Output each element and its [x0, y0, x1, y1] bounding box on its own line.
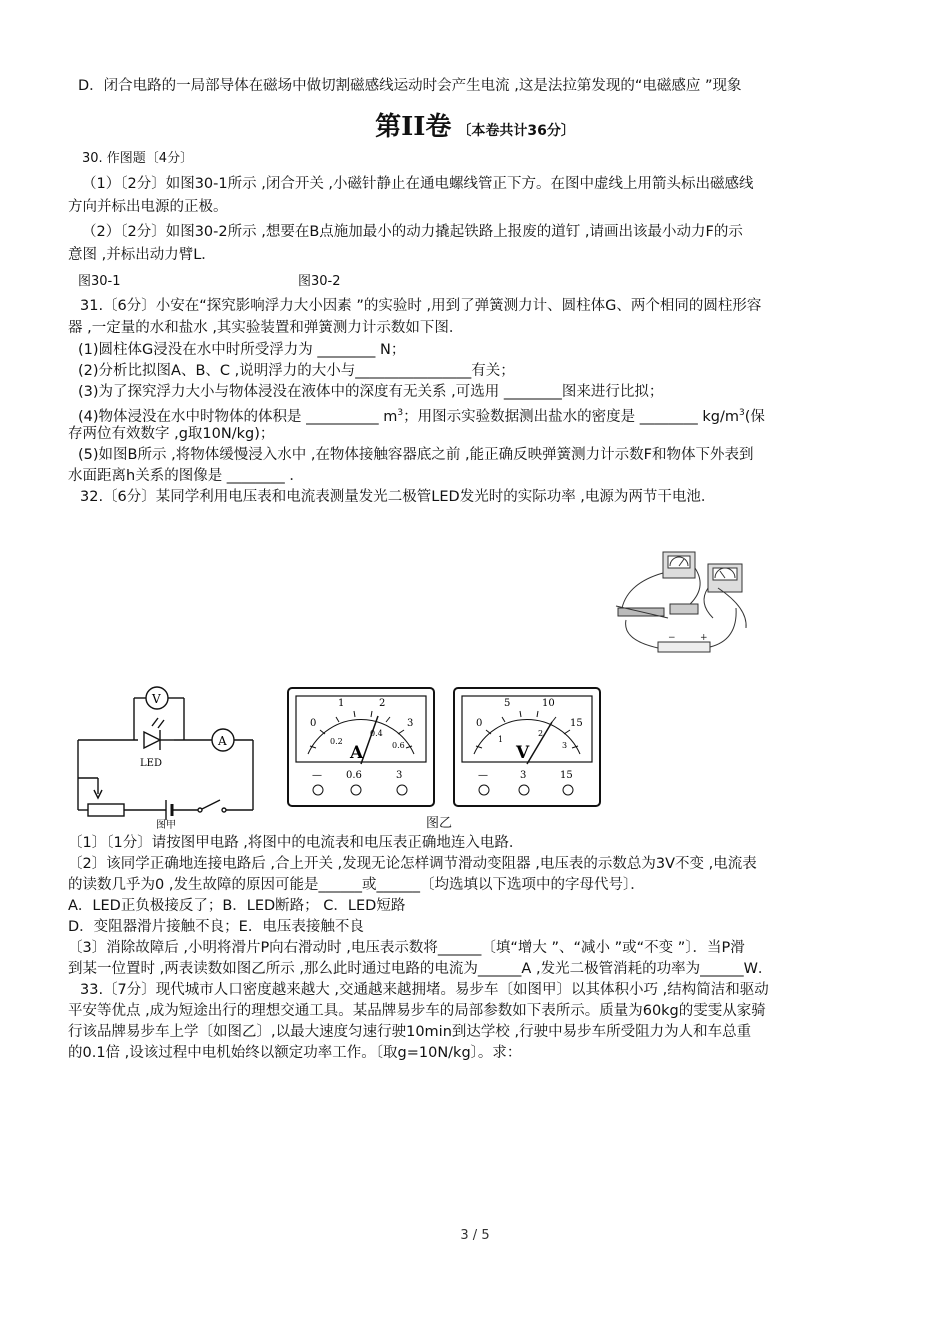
q32-options-2: D．变阻器滑片接触不良；E．电压表接触不良: [68, 919, 364, 935]
ammeter-bottom-3: 0.6: [392, 741, 405, 750]
voltmeter-top-5: 5: [504, 698, 511, 709]
q31-item-1: (1)圆柱体G浸没在水中时所受浮力为 ________ N；: [78, 342, 406, 358]
fig-30-2-caption: 图30-2: [298, 274, 341, 289]
q33-line-d: 的0.1倍 ,设该过程中电机始终以额定功率工作。〔取g=10N/kg〕。求：: [68, 1045, 522, 1061]
q32-item-3-line-b: 到某一位置时 ,两表读数如图乙所示 ,那么此时通过电路的电流为______A ,发光二极管消耗的功率为______W．: [68, 961, 773, 977]
circuit-setup-photo: [608, 548, 754, 660]
voltmeter-bottom-1: 1: [498, 735, 504, 744]
q32-item-2-line-a: 〔2〕该同学正确地连接电路后 ,合上开关 ,发现无论怎样调节滑动变阻器 ,电压表的示数总为3V不变 ,电流表: [68, 856, 757, 872]
q32-item-3-line-a: 〔3〕消除故障后 ,小明将滑片P向右滑动时 ,电压表示数将______〔填“增大 ”、“减小 ”或“不变 ”〕．当P滑: [68, 940, 745, 956]
ammeter-terminal-3: 3: [396, 770, 403, 781]
ammeter-letter: A: [350, 743, 364, 763]
section-title-sub: 〔本卷共计36分〕: [457, 123, 575, 139]
ammeter-top-2: 2: [379, 698, 386, 709]
sup-3-b: 3: [738, 408, 745, 418]
fig-30-1-caption: 图30-1: [78, 274, 121, 289]
q33-line-c: 行该品牌易步车上学〔如图乙〕,以最大速度匀速行驶10min到达学校 ,行驶中易步车所受阻力为人和车总重: [68, 1024, 752, 1040]
ammeter-symbol: A: [218, 734, 227, 748]
q33-line-b: 平安等优点 ,成为短途出行的理想交通工具。某品牌易步车的局部参数如下表所示。质量为60kg的雯雯从家骑: [68, 1003, 766, 1019]
q31-line-b: 器 ,一定量的水和盐水 ,其实验装置和弹簧测力计示数如下图．: [68, 320, 464, 336]
q31-item-5-line-b: 水面距离h关系的图像是 ________ ．: [68, 468, 304, 484]
q31-line-a: 31.〔6分〕小安在“探究影响浮力大小因素 ”的实验时 ,用到了弹簧测力计、圆柱体G、两个相同的圆柱形容: [80, 298, 762, 314]
q30-2-line-b: 意图 ,并标出动力臂L．: [68, 247, 216, 263]
ammeter-bottom-2: 0.4: [370, 729, 383, 738]
section-title: [0, 106, 950, 143]
voltmeter-top-0: 0: [476, 718, 483, 729]
ammeter-top-3: 3: [407, 718, 414, 729]
q31-item-2: (2)分析比拟图A、B、C ,说明浮力的大小与________________有关；: [78, 363, 515, 379]
ammeter-top-1: 1: [338, 698, 345, 709]
section-title-main: 第II卷: [375, 112, 452, 142]
voltmeter-top-10: 10: [542, 698, 555, 709]
voltmeter-terminal-15: 15: [560, 770, 573, 781]
ammeter-bottom-1: 0.2: [330, 737, 343, 746]
voltmeter-bottom-2: 2: [538, 729, 544, 738]
q30-1-line-a: （1）〔2分〕如图30-1所示 ,闭合开关 ,小磁针静止在通电螺线管正下方。在图中虚线上用箭头标出磁感线: [82, 176, 754, 192]
ammeter-dial: [286, 686, 436, 808]
ammeter-terminal-minus: —: [312, 770, 322, 781]
q31-4-pre: (4)物体浸没在水中时物体的体积是 __________ m: [78, 408, 398, 425]
fig-jia-caption: 图甲: [156, 820, 176, 830]
voltmeter-letter: V: [516, 743, 530, 763]
voltmeter-symbol: V: [152, 692, 161, 706]
q32-line: 32.〔6分〕某同学利用电压表和电流表测量发光二极管LED发光时的实际功率 ,电源为两节干电池．: [80, 489, 716, 505]
voltmeter-dial: [452, 686, 602, 808]
voltmeter-top-15: 15: [570, 718, 583, 729]
ammeter-terminal-06: 0.6: [346, 770, 362, 781]
q31-item-3: (3)为了探究浮力大小与物体浸没在液体中的深度有无关系 ,可选用 ________图来进行比拟；: [78, 384, 664, 400]
voltmeter-bottom-3: 3: [562, 741, 568, 750]
q31-item-5-line-a: (5)如图B所示 ,将物体缓慢浸入水中 ,在物体接触容器底之前 ,能正确反映弹簧测力计示数F和物体下外表到: [78, 447, 754, 463]
voltmeter-terminal-3: 3: [520, 770, 527, 781]
q32-options-1: A．LED正负极接反了；B．LED断路； C．LED短路: [68, 898, 406, 914]
option-d-line: D．闭合电路的一局部导体在磁场中做切割磁感线运动时会产生电流 ,这是法拉第发现的“电磁感应 ”现象: [78, 78, 742, 94]
ammeter-top-0: 0: [310, 718, 317, 729]
sup-3-a: 3: [397, 408, 404, 418]
fig-yi-caption: 图乙: [426, 816, 453, 831]
led-label: LED: [140, 758, 162, 769]
svg-text:−: −: [668, 633, 676, 643]
q30-1-line-b: 方向并标出电源的正极。: [68, 199, 228, 215]
q32-item-1: 〔1〕〔1分〕请按图甲电路 ,将图中的电流表和电压表正确地连入电路．: [68, 835, 524, 851]
page-number: 3 / 5: [460, 1228, 490, 1243]
q30-heading: 30. 作图题〔4分〕: [82, 151, 194, 166]
q31-4-post: (保: [744, 408, 765, 425]
svg-text:+: +: [700, 633, 708, 643]
q33-line-a: 33.〔7分〕现代城市人口密度越来越大 ,交通越来越拥堵。易步车〔如图甲〕以其体积小巧 ,结构简洁和驱动: [80, 982, 769, 998]
q30-2-line-a: （2）〔2分〕如图30-2所示 ,想要在B点施加最小的动力撬起铁路上报废的道钉 ,请画出该最小动力F的示: [82, 224, 743, 240]
voltmeter-terminal-minus: —: [478, 770, 488, 781]
q32-item-2-line-b: 的读数几乎为0 ,发生故障的原因可能是______或______〔均选填以下选项中的字母代号〕．: [68, 877, 645, 893]
q31-4-mid: ；用图示实验数据测出盐水的密度是 ________ kg/m: [403, 408, 739, 425]
q31-item-4-line-b: 存两位有效数字 ,g取10N/kg)；: [68, 426, 275, 442]
circuit-diagram-jia: [68, 682, 268, 830]
